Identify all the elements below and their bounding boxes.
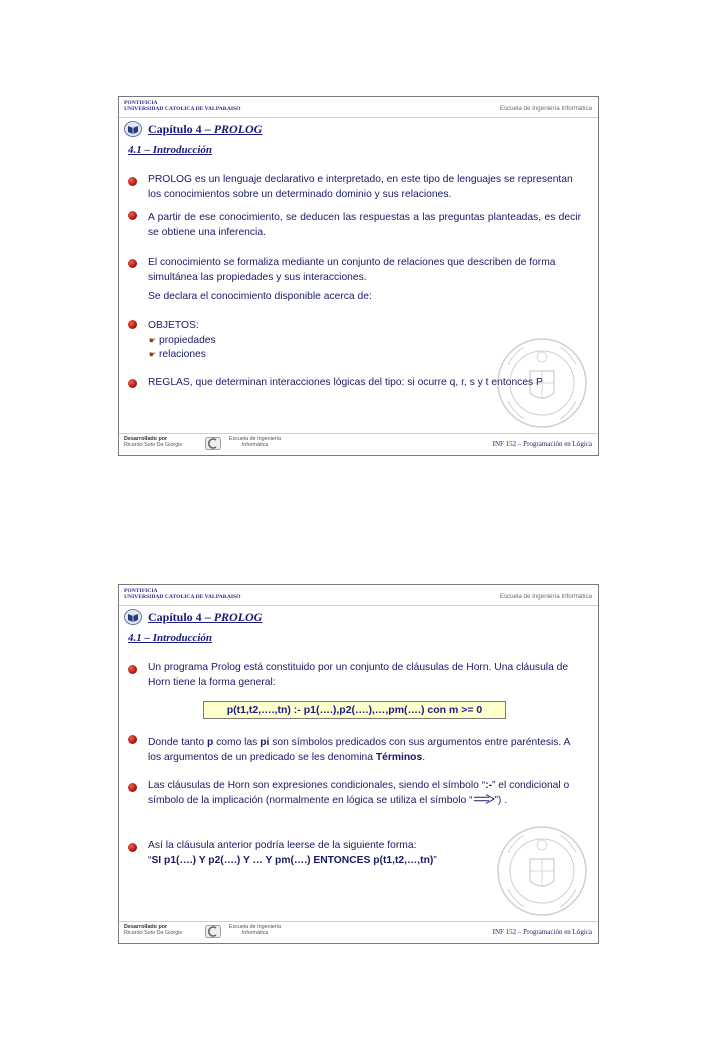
school-footer <box>229 924 281 936</box>
sub-item-label: propiedades <box>159 334 216 346</box>
esc-line1: Escuela de Ingeniería <box>229 436 282 442</box>
school-logo-icon <box>205 925 221 938</box>
slide-2 <box>118 584 599 944</box>
dev-line2: Ricardo Soto De Giorgis <box>124 442 183 449</box>
hand-pointer-icon: ☛ <box>148 335 157 345</box>
hand-pointer-icon: ☛ <box>148 350 157 359</box>
course-name: INF 152 – Programación en Lógica <box>492 928 592 936</box>
university-name <box>124 588 241 600</box>
p3-text: ” el condicional o símbolo de la implicación (normalmente en lógica se utiliza el símbolo “ <box>148 780 570 806</box>
paragraph-5: REGLAS, que determinan interacciones lógicas del tipo: si ocurre q, r, s y t entonces P <box>148 377 543 388</box>
chapter-title <box>148 122 262 137</box>
slide-header <box>119 97 598 118</box>
developer-credit <box>124 924 182 936</box>
quote-close: ” <box>433 854 437 866</box>
paragraph-2 <box>148 736 581 765</box>
dev-line2: Ricardo Soto De Giorgis <box>124 930 183 937</box>
sub-item-label: relaciones <box>159 349 206 360</box>
p2-text: . <box>422 751 426 763</box>
univ-line2: UNIVERSIDAD CATOLICA DE VALPARAISO <box>124 594 241 601</box>
chapter-prefix: Capítulo 4 – <box>148 610 214 624</box>
p2-bold-terminos: Términos <box>375 751 423 763</box>
esc-line2: Informática <box>241 930 269 937</box>
dev-line1: Desarrollado por <box>124 924 168 930</box>
p3-text: Las cláusulas de Horn son expresiones condicionales, siendo el símbolo “ <box>148 780 486 791</box>
paragraph-1: PROLOG es un lenguaje declarativo e interpretado, en este tipo de lenguajes se representan los conocimientos sobre un determinado dominio y sus relaciones. <box>148 174 573 200</box>
bullet-icon <box>128 320 137 329</box>
university-seal <box>494 335 590 431</box>
slide-1 <box>118 96 599 456</box>
univ-line2: UNIVERSIDAD CATOLICA DE VALPARAISO <box>124 106 241 113</box>
paragraph-3: El conocimiento se formaliza mediante un conjunto de relaciones que describen de forma simultánea las propiedades y sus interacciones. <box>148 257 556 283</box>
univ-line1: PONTIFICIA <box>124 588 158 594</box>
dev-line1: Desarrollado por <box>124 436 168 442</box>
school-footer <box>229 436 281 448</box>
p3-bold-symbol: :- <box>485 780 492 791</box>
esc-line2: Informática <box>241 442 269 449</box>
paragraph-1: Un programa Prolog está constituido por un conjunto de cláusulas de Horn. Una cláusula de Horn tiene la forma general: <box>148 662 569 688</box>
quote-open: “ <box>148 854 152 866</box>
chapter-title <box>148 610 262 625</box>
bullet-icon <box>128 211 137 220</box>
p2-text: son símbolos predicados con sus argumentos entre paréntesis. A los argumentos de un predicado se les denomina <box>148 737 570 763</box>
bullet-icon <box>128 665 137 674</box>
book-icon <box>124 609 142 625</box>
school-name: Escuela de Ingeniería Informática <box>499 593 592 600</box>
horn-clause-formula: p(t1,t2,….,tn) :- p1(….),p2(….),…,pm(….) con m >= 0 <box>203 701 506 719</box>
objects-title: OBJETOS: <box>148 320 199 331</box>
university-name <box>124 100 241 112</box>
paragraph-3b: Se declara el conocimiento disponible acerca de: <box>148 291 372 302</box>
chapter-prefix: Capítulo 4 – <box>148 122 214 136</box>
bullet-icon <box>128 783 137 792</box>
school-logo-icon <box>205 437 221 450</box>
bullet-icon <box>128 177 137 186</box>
bullet-icon <box>128 843 137 852</box>
section-title: 4.1 – Introducción <box>128 632 213 644</box>
chapter-name: PROLOG <box>213 610 263 624</box>
p3-text: ”) . <box>494 794 508 806</box>
p2-bold-p: p <box>206 737 214 748</box>
bullet-icon <box>128 259 137 268</box>
esc-line1: Escuela de Ingeniería <box>229 924 282 930</box>
section-title: 4.1 – Introducción <box>128 144 213 156</box>
university-seal <box>494 823 590 919</box>
course-name: INF 152 – Programación en Lógica <box>492 440 592 448</box>
paragraph-3 <box>148 779 581 808</box>
bullet-icon <box>128 379 137 388</box>
footer-divider <box>119 921 598 922</box>
implication-arrow-icon <box>473 794 495 804</box>
univ-line1: PONTIFICIA <box>124 100 158 106</box>
p4-text: Así la cláusula anterior podría leerse de la siguiente forma: <box>148 840 417 851</box>
paragraph-2: A partir de ese conocimiento, se deducen las respuestas a las preguntas planteadas, es decir se obtiene una inferencia. <box>148 212 581 238</box>
bullet-icon <box>128 735 137 744</box>
p2-text: como las <box>213 737 261 748</box>
school-name: Escuela de Ingeniería Informática <box>499 105 592 112</box>
p2-bold-pi: pi <box>260 737 270 748</box>
chapter-name: PROLOG <box>213 122 263 136</box>
footer-divider <box>119 433 598 434</box>
slide-header <box>119 585 598 606</box>
p2-text: Donde tanto <box>148 737 207 748</box>
p4-bold-reading: SI p1(….) Y p2(….) Y … Y pm(….) ENTONCES p(t1,t2,…,tn) <box>151 854 434 866</box>
developer-credit <box>124 436 182 448</box>
book-icon <box>124 121 142 137</box>
